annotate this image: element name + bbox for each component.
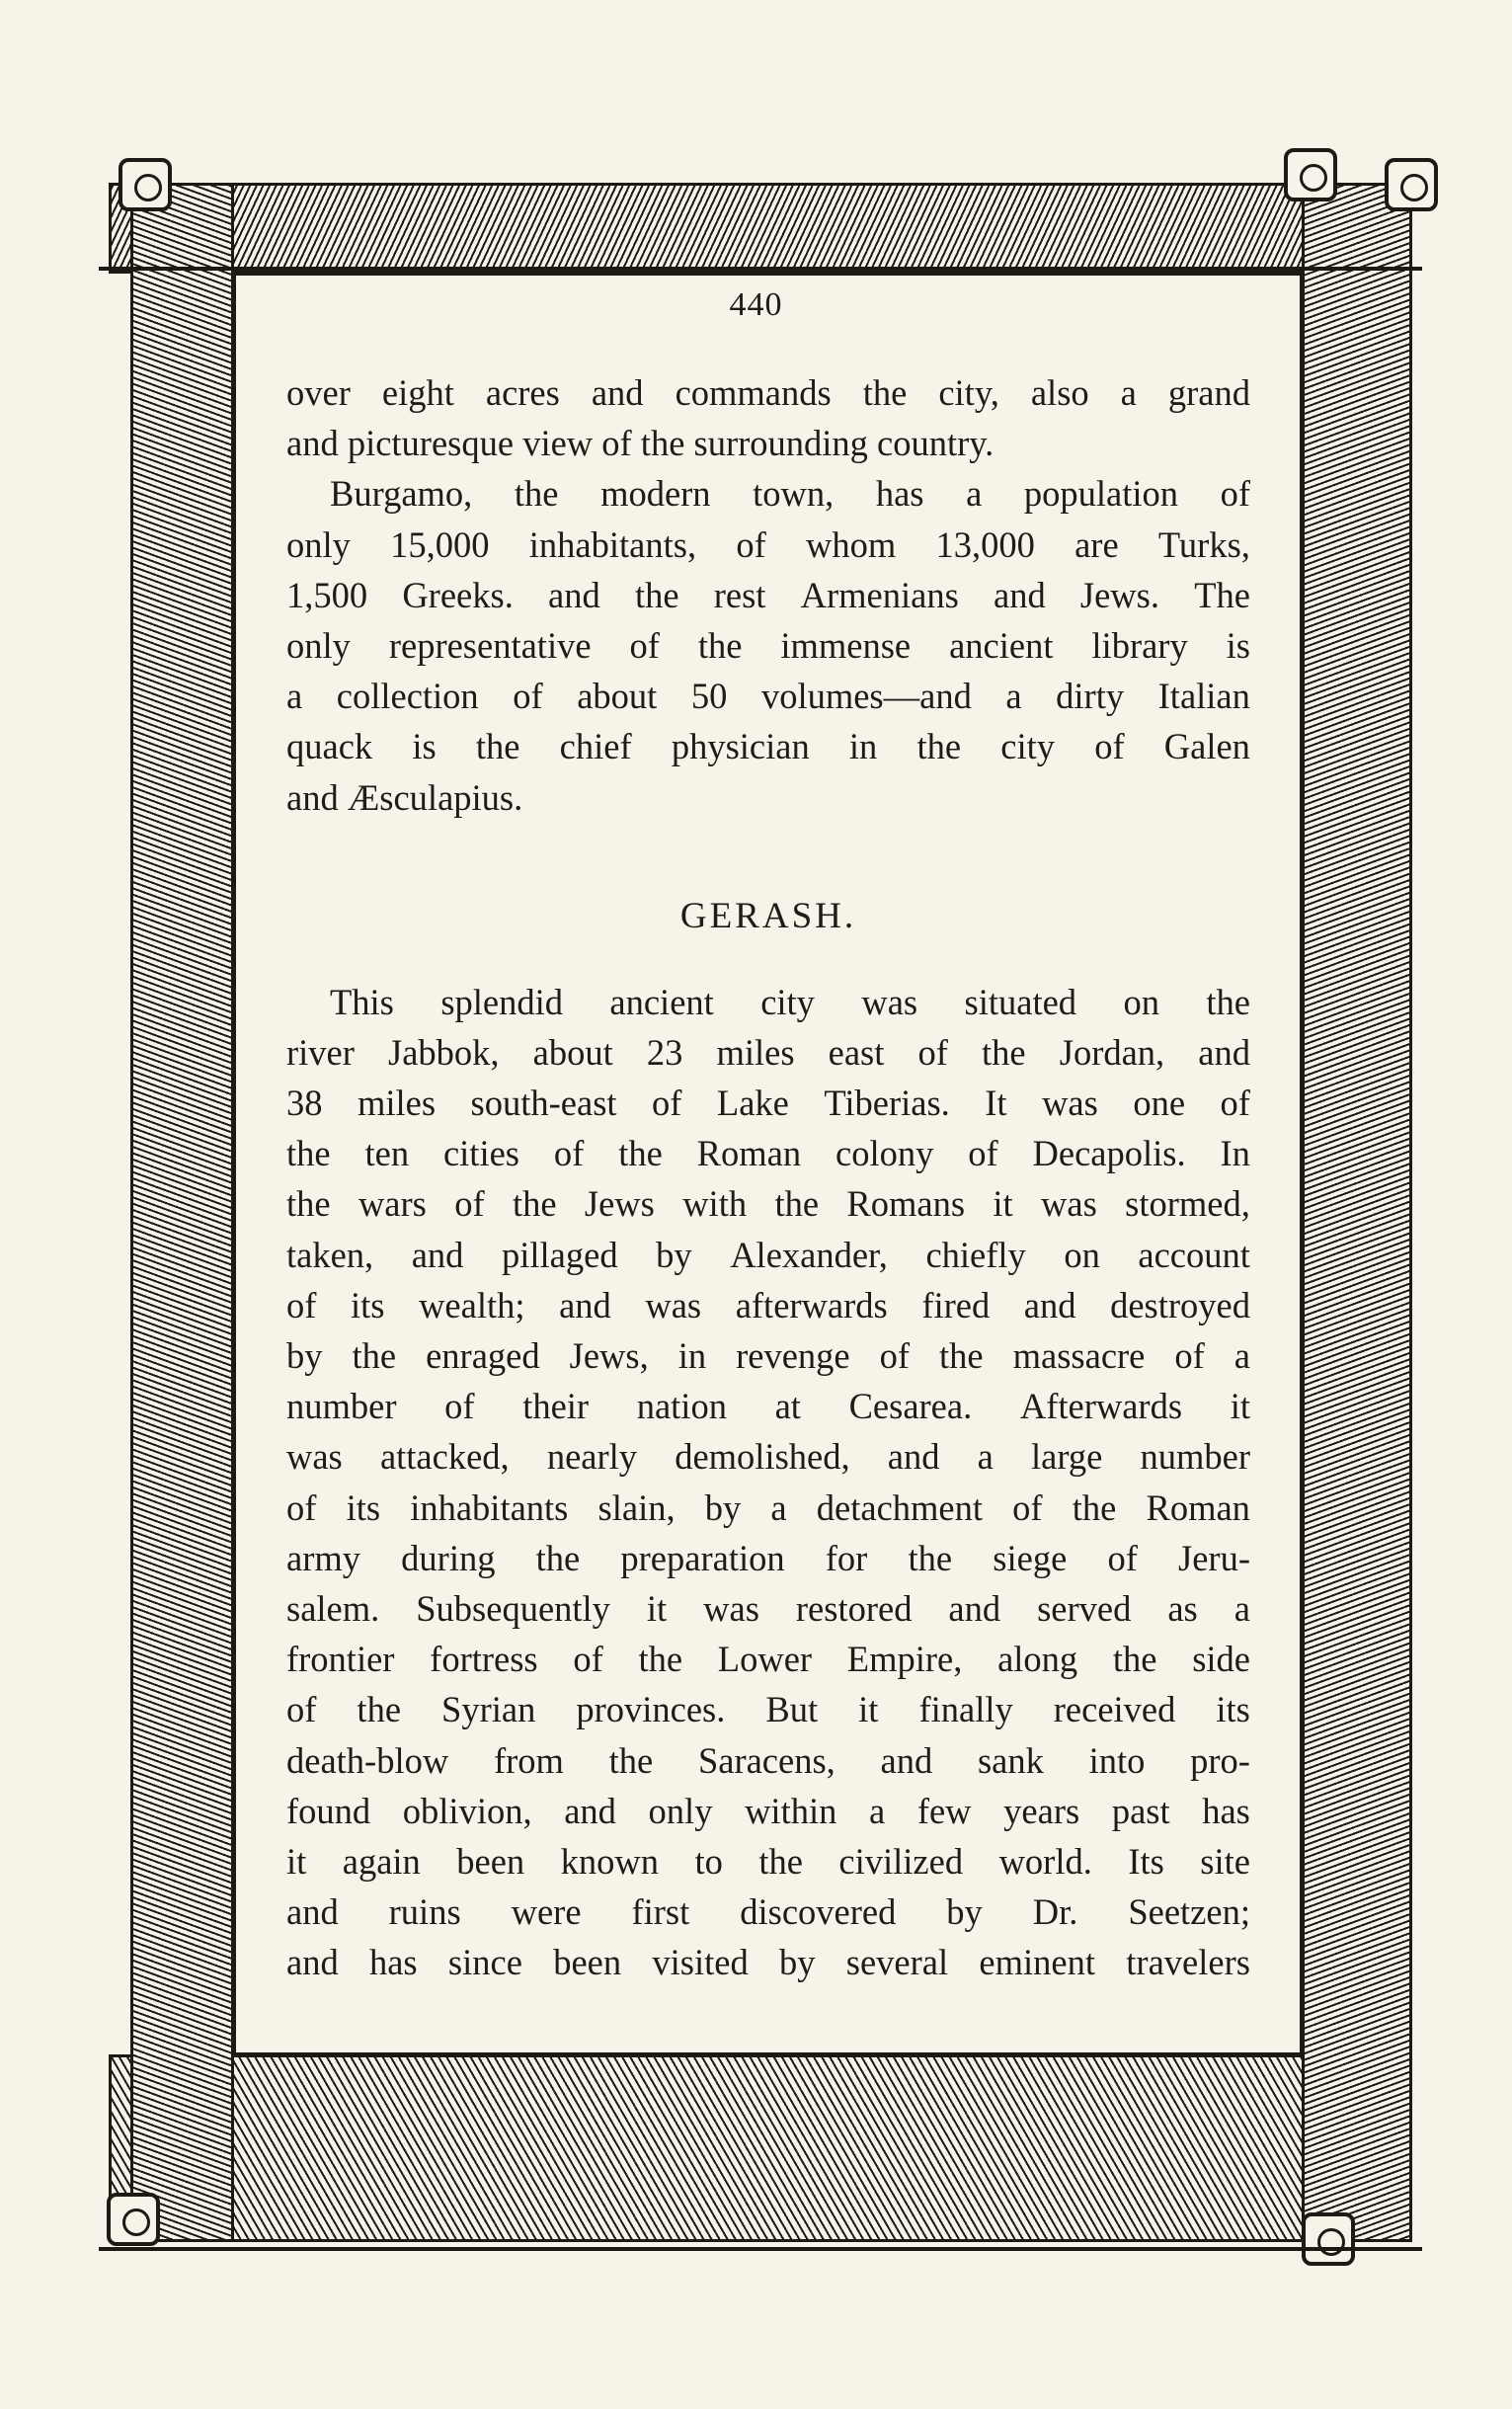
border-rule-bottom: [99, 2247, 1422, 2251]
corner-knot-bottom-left: [107, 2193, 160, 2246]
text-line: and has since been visited by several eminent travelers: [286, 1942, 1250, 1983]
corner-knot-top-far-right: [1385, 158, 1438, 211]
paragraph-gerash: [286, 977, 1250, 1988]
border-top-band: [109, 183, 1393, 274]
text-line: of the Syrian provinces. But it finally received its: [286, 1689, 1250, 1730]
text-line: of its wealth; and was afterwards fired and destroyed: [286, 1284, 1250, 1325]
text-line: only 15,000 inhabitants, of whom 13,000 are Turks,: [286, 523, 1250, 565]
paragraph-continuation: [286, 367, 1250, 823]
text-line: 38 miles south-east of Lake Tiberias. It was one of: [286, 1083, 1250, 1124]
text-line: This splendid ancient city was situated on the: [330, 981, 1250, 1022]
corner-knot-bottom-right: [1302, 2212, 1355, 2266]
border-rule-top: [99, 267, 1422, 271]
section-heading: GERASH.: [679, 895, 857, 936]
border-left-band: [130, 183, 234, 2242]
page-number: 440: [729, 286, 783, 323]
text-line: by the enraged Jews, in revenge of the massacre of a: [286, 1335, 1250, 1376]
text-line: quack is the chief physician in the city of Galen: [286, 726, 1250, 767]
text-line: and ruins were first discovered by Dr. Seetzen;: [286, 1891, 1250, 1933]
text-line: and picturesque view of the surrounding country.: [286, 423, 995, 464]
text-line: 1,500 Greeks. and the rest Armenians and Jews. The: [286, 574, 1250, 615]
text-line: army during the preparation for the siege of Jeru-: [286, 1537, 1250, 1578]
text-line: the ten cities of the Roman colony of Decapolis. In: [286, 1133, 1250, 1174]
text-line: was attacked, nearly demolished, and a large number: [286, 1436, 1250, 1478]
body-text: [286, 367, 1250, 1987]
text-line: number of their nation at Cesarea. Afterwards it: [286, 1386, 1250, 1427]
text-line: death-blow from the Saracens, and sank into pro-: [286, 1739, 1250, 1781]
text-line: frontier fortress of the Lower Empire, along the side: [286, 1639, 1250, 1680]
text-line: a collection of about 50 volumes—and a dirty Italian: [286, 676, 1250, 717]
corner-knot-top-right: [1284, 148, 1337, 201]
text-line: found oblivion, and only within a few years past has: [286, 1790, 1250, 1831]
border-bottom-band: [109, 2054, 1393, 2242]
text-line: salem. Subsequently it was restored and served as a: [286, 1587, 1250, 1629]
border-right-band: [1302, 183, 1412, 2242]
text-line: taken, and pillaged by Alexander, chiefly on account: [286, 1234, 1250, 1275]
corner-knot-top-left: [119, 158, 172, 211]
text-line: it again been known to the civilized world. Its site: [286, 1840, 1250, 1882]
text-line: river Jabbok, about 23 miles east of the Jordan, and: [286, 1031, 1250, 1073]
text-line: and Æsculapius.: [286, 776, 523, 818]
text-line: Burgamo, the modern town, has a population of: [330, 473, 1250, 515]
text-line: only representative of the immense ancient library is: [286, 624, 1250, 666]
text-line: over eight acres and commands the city, also a grand: [286, 372, 1250, 413]
text-line: of its inhabitants slain, by a detachment of the Roman: [286, 1486, 1250, 1528]
text-line: the wars of the Jews with the Romans it was stormed,: [286, 1183, 1250, 1225]
